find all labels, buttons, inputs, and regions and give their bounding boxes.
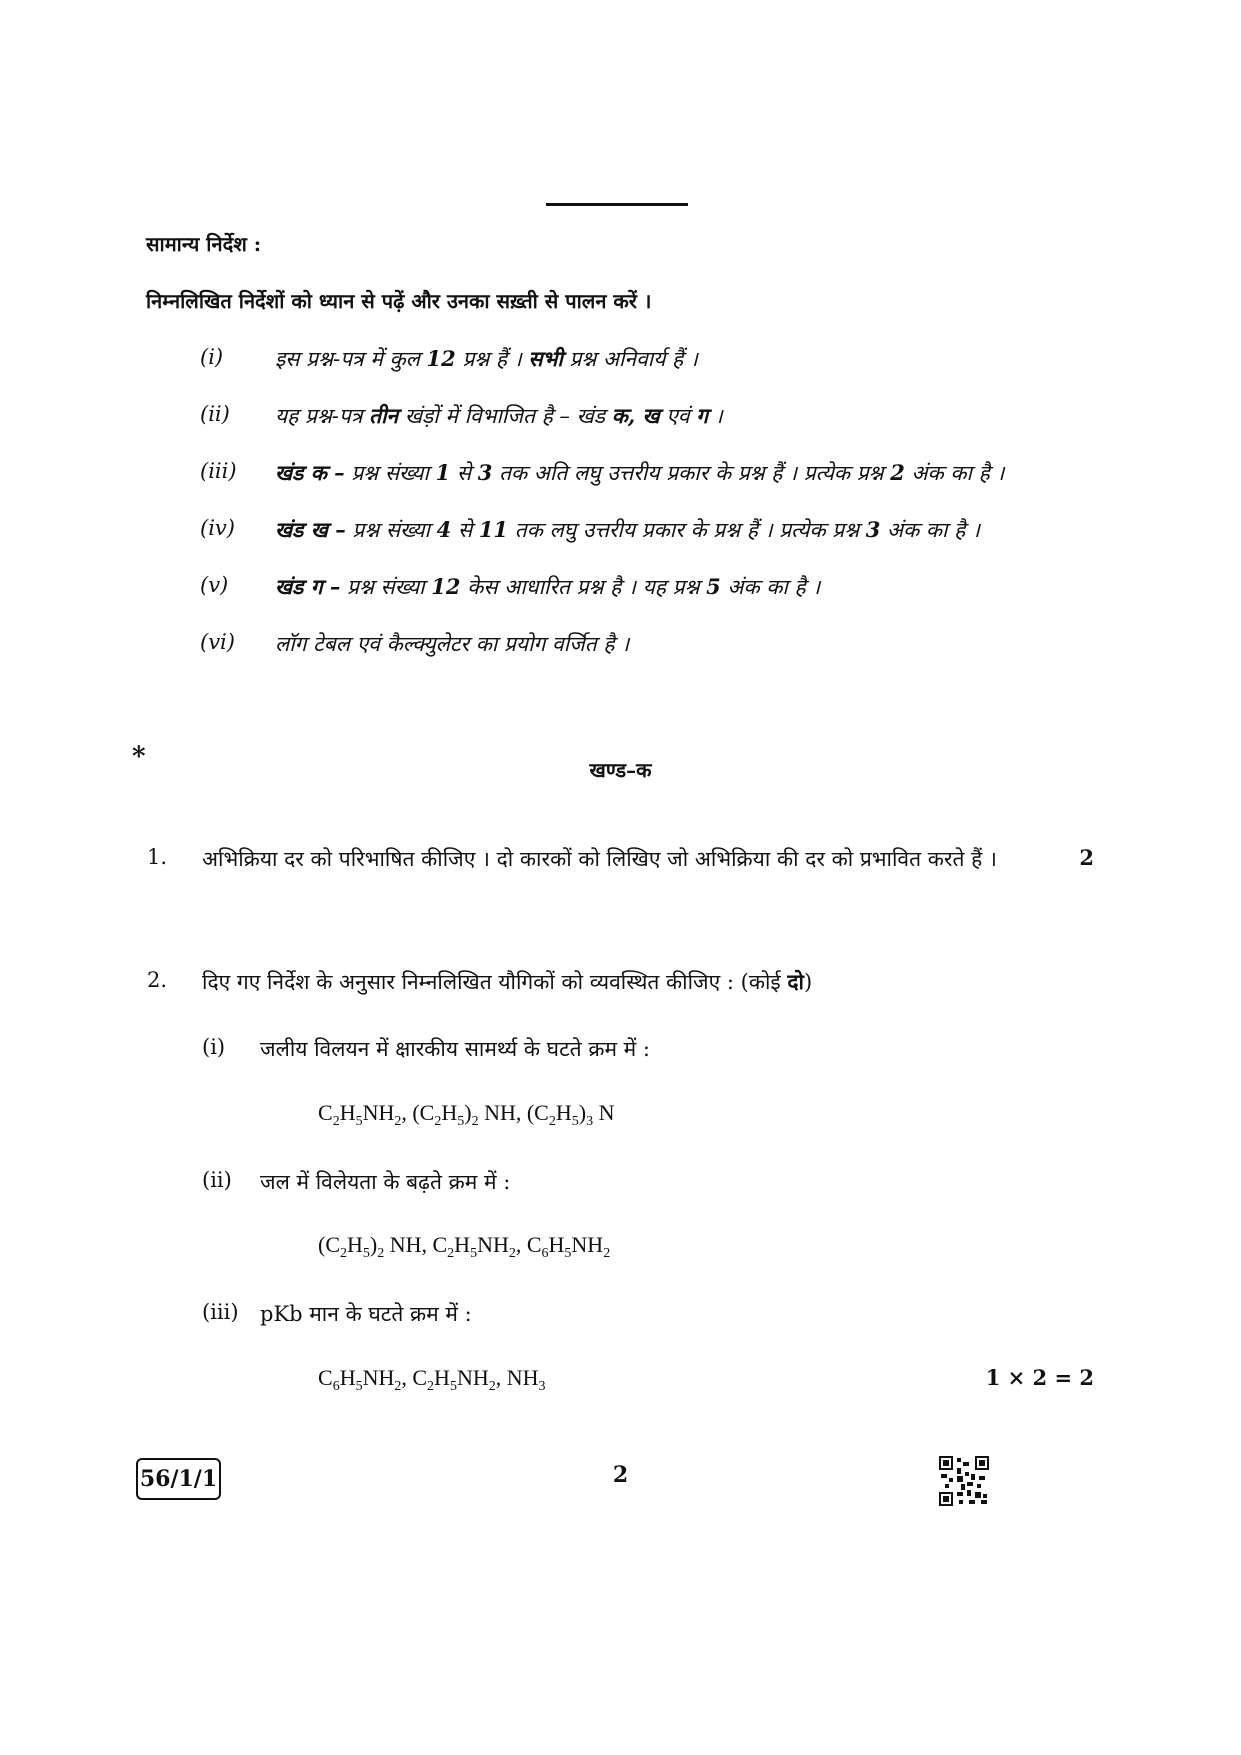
subpart-text: pKb मान के घटते क्रम में : — [260, 1302, 472, 1326]
question-number: 2. — [147, 968, 168, 992]
chemical-formula-list: $(C_2H_5)_2$ NH, $C_2H_5NH_2$, $C_6H_5NH_2$ — [318, 1232, 611, 1261]
subpart-text: जल में विलेयता के बढ़ते क्रम में : — [260, 1170, 511, 1194]
chemical-formula-list: $C_2H_5NH_2$, $(C_2H_5)_2$ NH, $(C_2H_5)_3$ N — [318, 1100, 615, 1129]
question-marks: 1 × 2 = 2 — [985, 1365, 1094, 1390]
instruction-item — [200, 345, 698, 373]
general-instructions-intro: निम्नलिखित निर्देशों को ध्यान से पढ़ें और उनका सख़्ती से पालन करें । — [146, 289, 652, 313]
instruction-number: (vi) — [200, 630, 235, 654]
qr-code-icon — [939, 1456, 989, 1506]
instruction-number: (ii) — [200, 402, 230, 426]
instruction-text: खंड ख – प्रश्न संख्या 4 से 11 तक लघु उत्तरीय प्रकार के प्रश्न हैं । प्रत्येक प्रश्न 3 अंक का है । — [275, 517, 980, 542]
instruction-number: (i) — [200, 345, 224, 369]
instruction-item — [200, 573, 820, 601]
subpart-number: (ii) — [202, 1168, 232, 1192]
section-marker-star: * — [132, 742, 146, 772]
question-number: 1. — [147, 845, 168, 869]
subpart-number: (i) — [202, 1035, 226, 1059]
subpart-number: (iii) — [202, 1300, 239, 1324]
instruction-item — [200, 459, 1004, 487]
subpart-text: जलीय विलयन में क्षारकीय सामर्थ्य के घटते क्रम में : — [260, 1037, 650, 1061]
top-rule — [546, 203, 688, 206]
instruction-text: खंड क – प्रश्न संख्या 1 से 3 तक अति लघु उत्तरीय प्रकार के प्रश्न हैं । प्रत्येक प्रश्न 2 अंक का है । — [275, 460, 1005, 485]
general-instructions-title: सामान्य निर्देश : — [146, 232, 262, 256]
instruction-text: यह प्रश्न-पत्र तीन खंड़ों में विभाजित है – खंड क, ख एवं ग । — [275, 403, 723, 428]
instruction-text: खंड ग – प्रश्न संख्या 12 केस आधारित प्रश्न है । यह प्रश्न 5 अंक का है । — [275, 574, 821, 599]
question-text: अभिक्रिया दर को परिभाषित कीजिए । दो कारकों को लिखिए जो अभिक्रिया की दर को प्रभावित करते हैं । — [202, 847, 997, 871]
instruction-number: (v) — [200, 573, 229, 597]
instruction-number: (iv) — [200, 516, 235, 540]
instruction-item — [200, 516, 980, 544]
instruction-item — [200, 402, 723, 430]
chemical-formula-list: $C_6H_5NH_2$, $C_2H_5NH_2$, $NH_3$ — [318, 1365, 546, 1394]
instruction-number: (iii) — [200, 459, 237, 483]
instruction-text: इस प्रश्न-पत्र में कुल 12 प्रश्न हैं । सभी प्रश्न अनिवार्य हैं । — [275, 346, 698, 371]
question-text: दिए गए निर्देश के अनुसार निम्नलिखित यौगिकों को व्यवस्थित कीजिए : (कोई दो) — [202, 969, 813, 994]
section-heading: खण्ड–क — [589, 758, 652, 782]
paper-code-badge: 56/1/1 — [136, 1458, 221, 1500]
instruction-item — [200, 630, 629, 658]
instruction-text: लॉग टेबल एवं कैल्क्युलेटर का प्रयोग वर्जित है । — [275, 632, 630, 656]
page-number: 2 — [612, 1462, 629, 1488]
question-marks: 2 — [1079, 845, 1094, 870]
